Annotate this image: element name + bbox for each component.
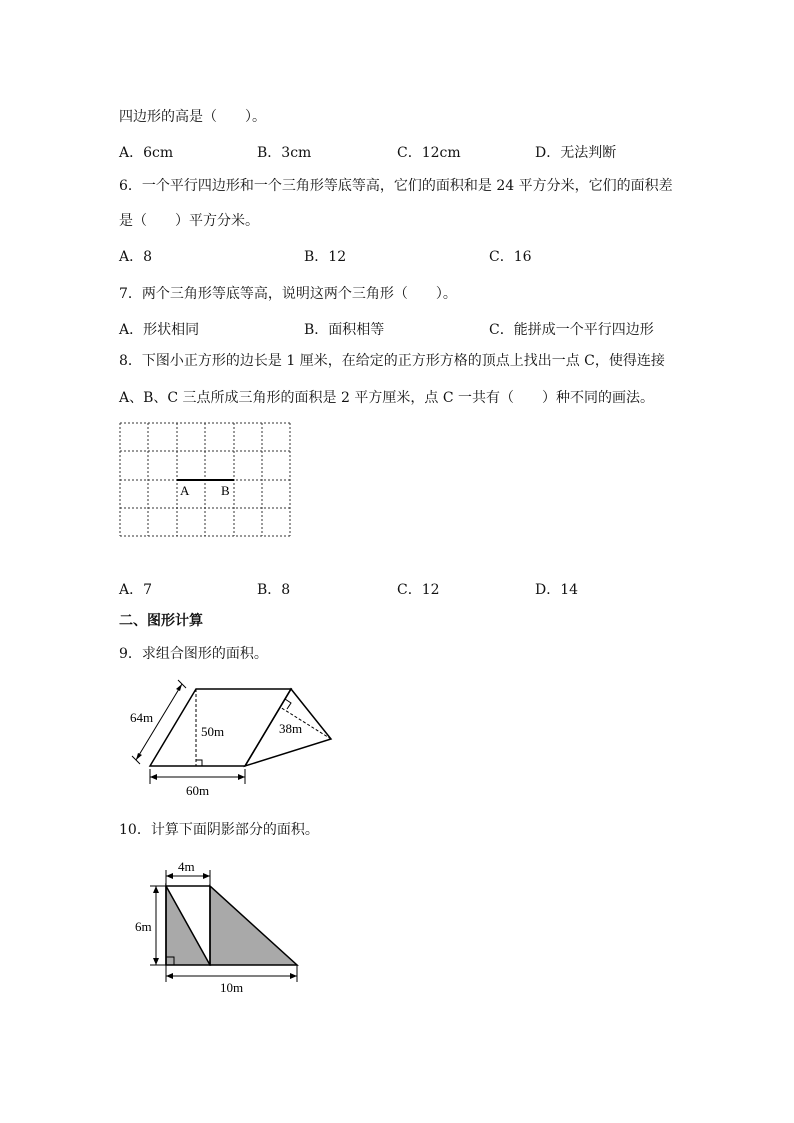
height-label: 50m [201, 724, 225, 739]
section-title: 二、图形计算 [119, 613, 203, 629]
q8-option-b[interactable]: B．8 [257, 582, 291, 598]
q5-option-c[interactable]: C．12cm [397, 145, 461, 161]
bottom-label: 10m [220, 980, 244, 995]
q10-text: 10．计算下面阴影部分的面积。 [119, 822, 319, 838]
q8-option-c[interactable]: C．12 [397, 582, 440, 598]
q9-text: 9．求组合图形的面积。 [119, 646, 268, 662]
right-angle-mark-2 [285, 699, 291, 709]
arrow-head [176, 684, 182, 691]
q7-option-b[interactable]: B．面积相等 [304, 322, 385, 338]
q9-composite-figure [128, 676, 338, 800]
point-a-label: A [180, 483, 190, 498]
q6-text-line2: 是（ ）平方分米。 [119, 213, 259, 229]
side-label: 64m [130, 710, 154, 725]
q8-text-line2: A、B、C 三点所成三角形的面积是 2 平方厘米，点 C 一共有（ ）种不同的画法。 [119, 390, 654, 406]
q10-shaded-figure [128, 856, 308, 998]
arrow-head [136, 753, 142, 760]
q5-option-a[interactable]: A．6cm [119, 145, 174, 161]
q8-grid-figure [118, 421, 294, 541]
q8-option-d[interactable]: D．14 [535, 582, 579, 598]
base-label: 60m [186, 783, 210, 798]
top-label: 4m [178, 859, 195, 874]
q7-text: 7．两个三角形等底等高，说明这两个三角形（ ）。 [119, 286, 457, 302]
q5-option-b[interactable]: B．3cm [257, 145, 312, 161]
shaded-left-triangle [166, 886, 210, 965]
q5-option-d[interactable]: D．无法判断 [535, 145, 617, 161]
q5-text: 四边形的高是（ ）。 [119, 109, 266, 125]
left-label: 6m [135, 919, 152, 934]
arrow-head [238, 774, 245, 780]
q8-text-line1: 8．下图小正方形的边长是 1 厘米，在给定的正方形方格的顶点上找出一点 C，使得连接 [119, 353, 665, 369]
arrow-head [153, 958, 159, 965]
q8-option-a[interactable]: A．7 [119, 582, 153, 598]
q6-option-b[interactable]: B．12 [304, 249, 347, 265]
q7-option-a[interactable]: A．形状相同 [119, 322, 200, 338]
q7-option-c[interactable]: C．能拼成一个平行四边形 [489, 322, 654, 338]
shaded-right-triangle [210, 886, 297, 965]
arrow-head [153, 886, 159, 893]
q6-text-line1: 6．一个平行四边形和一个三角形等底等高，它们的面积和是 24 平方分米，它们的面积差 [119, 178, 673, 194]
arrow-head [203, 873, 210, 879]
arrow-head [166, 873, 173, 879]
right-angle-mark [196, 760, 202, 766]
q6-option-c[interactable]: C．16 [489, 249, 532, 265]
point-b-label: B [221, 483, 230, 498]
q6-option-a[interactable]: A．8 [119, 249, 153, 265]
arrow-head [166, 973, 173, 979]
arrow-head [150, 774, 157, 780]
arrow-head [290, 973, 297, 979]
triangle-height-label: 38m [279, 721, 303, 736]
